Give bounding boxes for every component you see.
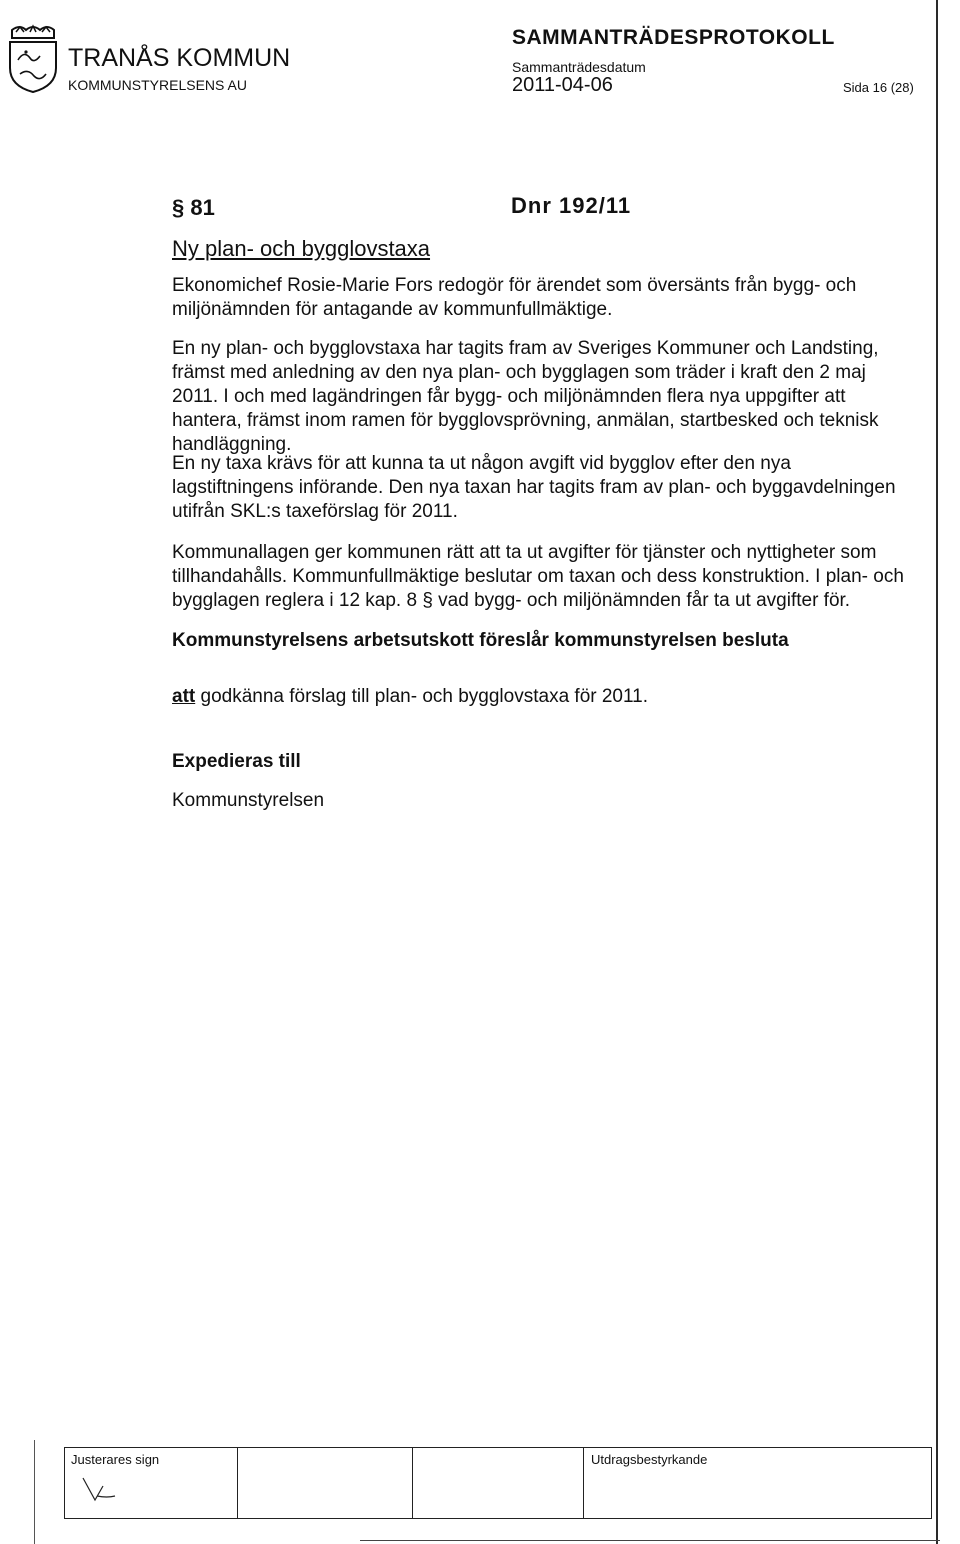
decision-text: godkänna förslag till plan- och bygglovstaxa för 2011. xyxy=(195,686,648,707)
body-paragraph xyxy=(172,274,912,322)
municipal-coat-of-arms-icon xyxy=(4,24,62,94)
utdrag-label: Utdragsbestyrkande xyxy=(591,1452,708,1467)
section-subject: Ny plan- och bygglovstaxa xyxy=(172,236,431,261)
distribution-recipient: Kommunstyrelsen xyxy=(172,790,325,811)
signature-cell-divider xyxy=(237,1448,238,1518)
footer-rule xyxy=(360,1540,940,1541)
decision-line xyxy=(172,686,648,708)
paragraph-text: En ny taxa krävs för att kunna ta ut någon avgift vid bygglov efter den nya lagstiftningens införande. Den nya taxan har tagits fram av plan- och byggavdelningen utifrån SKL:s taxeförslag för 2011. xyxy=(172,453,896,522)
decision-keyword: att xyxy=(172,686,196,707)
signature-cell-divider xyxy=(412,1448,413,1518)
document-title: SAMMANTRÄDESPROTOKOLL xyxy=(512,26,835,49)
body-paragraph xyxy=(172,337,912,457)
committee-name: KOMMUNSTYRELSENS AU xyxy=(68,77,247,93)
page-edge xyxy=(936,0,938,1544)
paragraph-text: Ekonomichef Rosie-Marie Fors redogör för ärendet som översänts från bygg- och miljönämnden för antagande av kommunfullmäktige. xyxy=(172,275,857,320)
body-paragraph xyxy=(172,452,912,524)
distribution-heading: Expedieras till xyxy=(172,751,301,772)
paragraph-text: Kommunallagen ger kommunen rätt att ta ut avgifter för tjänster och nyttigheter som tillhandahålls. Kommunfullmäktige beslutar om taxan och dess konstruktion. I plan- och bygglagen reglera i 12 kap. 8 § vad bygg- och miljönämnden får ta ut avgifter för. xyxy=(172,542,904,611)
paragraph-number: § 81 xyxy=(172,195,215,220)
justerares-label: Justerares sign xyxy=(71,1452,160,1467)
body-paragraph xyxy=(172,541,912,613)
proposal-heading: Kommunstyrelsens arbetsutskott föreslår kommunstyrelsen besluta xyxy=(172,630,789,651)
signature-table xyxy=(64,1447,932,1519)
paragraph-text: En ny plan- och bygglovstaxa har tagits fram av Sveriges Kommuner och Landsting, främst med anledning av den nya plan- och bygglagen som träder i kraft den 2 maj 2011. I och med lagändringen får bygg- och miljönämnden flera nya uppgifter att hantera, främst inom ramen för bygglovsprövning, anmälan, startbesked och teknisk handläggning. xyxy=(172,338,879,455)
page-number: Sida 16 (28) xyxy=(843,80,914,95)
meeting-date: 2011-04-06 xyxy=(512,74,613,96)
handwritten-initials xyxy=(73,1474,133,1519)
page-edge-left xyxy=(34,1440,35,1544)
meeting-date-label: Sammanträdesdatum xyxy=(512,59,646,75)
signature-cell-divider xyxy=(583,1448,584,1518)
municipality-name: TRANÅS KOMMUN xyxy=(68,44,291,72)
diary-number: Dnr 192/11 xyxy=(511,193,632,218)
